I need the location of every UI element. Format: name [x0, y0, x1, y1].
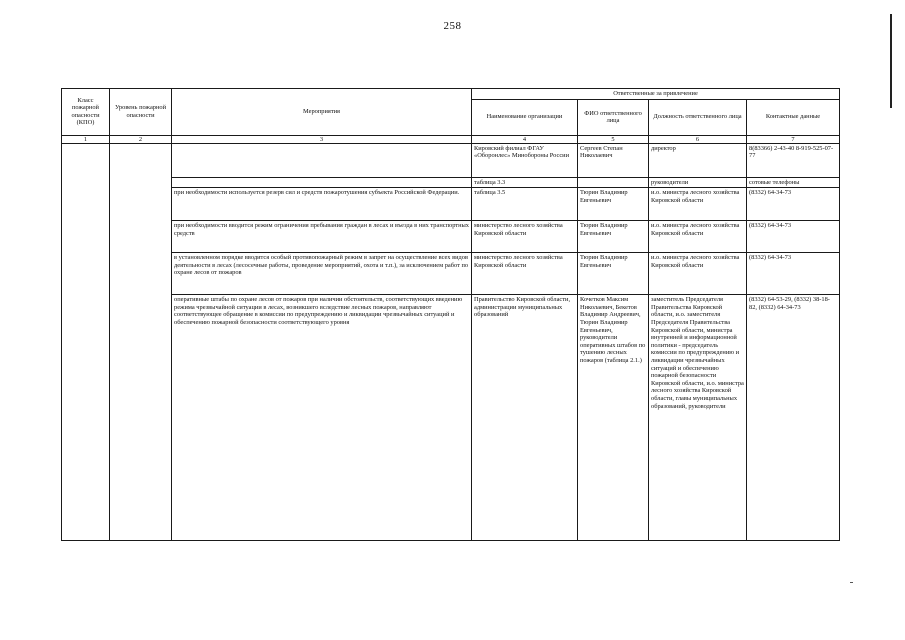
- column-number: 1: [62, 135, 110, 143]
- column-number: 4: [472, 135, 578, 143]
- header-org: Наименование организации: [472, 99, 578, 135]
- measure-cell: [172, 177, 472, 188]
- header-responsible-group: Ответственные за привлечение: [472, 89, 840, 100]
- fio-cell: [578, 177, 649, 188]
- org-cell: министерство лесного хозяйства Кировской области: [472, 253, 578, 295]
- column-number-row: [62, 135, 840, 143]
- contacts-cell: сотовые телефоны: [747, 177, 840, 188]
- org-cell: Кировский филиал ФГАУ «Оборонлес» Минобороны России: [472, 143, 578, 177]
- fio-cell: Сергеев Степан Николаевич: [578, 143, 649, 177]
- contacts-cell: (8332) 64-34-73: [747, 253, 840, 295]
- responsibility-table: [61, 88, 840, 541]
- table-row: [62, 188, 840, 221]
- position-cell: руководители: [649, 177, 747, 188]
- header-class: Класс пожарной опасности (КПО): [62, 89, 110, 136]
- contacts-cell: (8332) 64-34-73: [747, 188, 840, 221]
- org-cell: министерство лесного хозяйства Кировской области: [472, 221, 578, 253]
- scan-speck: [850, 582, 853, 583]
- org-cell: таблица 3.3: [472, 177, 578, 188]
- position-cell: директор: [649, 143, 747, 177]
- table-row: [62, 221, 840, 253]
- fio-cell: Тюрин Владимир Евгеньевич: [578, 188, 649, 221]
- table-row: [62, 253, 840, 295]
- binding-edge-line: [890, 14, 892, 108]
- table-row: [62, 143, 840, 177]
- header-level: Уровень пожарной опасности: [110, 89, 172, 136]
- measure-cell: [172, 143, 472, 177]
- column-number: 5: [578, 135, 649, 143]
- measure-cell: при необходимости вводится режим ограничения пребывания граждан в лесах и въезда в них транспортных средств: [172, 221, 472, 253]
- contacts-cell: 8(83366) 2-43-40 8-919-525-07-77: [747, 143, 840, 177]
- column-number: 2: [110, 135, 172, 143]
- org-cell: таблица 3.5: [472, 188, 578, 221]
- measure-cell: при необходимости используется резерв сил и средств пожаротушения субъекта Российской Федерации.: [172, 188, 472, 221]
- column-number: 3: [172, 135, 472, 143]
- contacts-cell: (8332) 64-53-29, (8332) 38-18-82, (8332) 64-34-73: [747, 295, 840, 541]
- header-contacts: Контактные данные: [747, 99, 840, 135]
- org-cell: Правительство Кировской области, администрации муниципальных образований: [472, 295, 578, 541]
- fio-cell: Кочетков Максим Николаевич, Бекетов Владимир Андреевич, Тюрин Владимир Евгеньевич, руководители оперативных штабов по тушению лесных пожаров (таблица 2.1.): [578, 295, 649, 541]
- position-cell: и.о. министра лесного хозяйства Кировской области: [649, 253, 747, 295]
- measure-cell: оперативные штабы по охране лесов от пожаров при наличии обстоятельств, соответствующих введению режима чрезвычайной ситуации в лесах, возникшего вследствие лесных пожаров, направляют соответствующее обращение в комиссии по предупреждению и ликвидации чрезвычайных ситуаций и обеспечению пожарной безопасности соответствующего уровня: [172, 295, 472, 541]
- class-cell: [62, 143, 110, 541]
- measure-cell: в установленном порядке вводится особый противопожарный режим в запрет на осуществление всех видов деятельности в лесах (лесосечные работы, проведение мероприятий, охота и т.п.), за исключением работ по охране лесов от пожаров: [172, 253, 472, 295]
- page-number: 258: [443, 20, 462, 32]
- position-cell: и.о. министра лесного хозяйства Кировской области: [649, 221, 747, 253]
- fio-cell: Тюрин Владимир Евгеньевич: [578, 253, 649, 295]
- header-position: Должность ответственного лица: [649, 99, 747, 135]
- column-number: 6: [649, 135, 747, 143]
- position-cell: заместитель Председателя Правительства Кировской области, и.о. заместителя Председателя Правительства Кировской области, министра внутренней и информационной политики - председатель комиссии по предупреждению и ликвидации чрезвычайных ситуаций и обеспечению пожарной безопасности Кировской области, и.о. министра лесного хозяйства Кировской области, главы муниципальных образований, руководители: [649, 295, 747, 541]
- table-row: [62, 295, 840, 541]
- level-cell: [110, 143, 172, 541]
- contacts-cell: (8332) 64-34-73: [747, 221, 840, 253]
- table-row: [62, 177, 840, 188]
- fio-cell: Тюрин Владимир Евгеньевич: [578, 221, 649, 253]
- header-measures: Мероприятия: [172, 89, 472, 136]
- header-fio: ФИО ответственного лица: [578, 99, 649, 135]
- column-number: 7: [747, 135, 840, 143]
- position-cell: и.о. министра лесного хозяйства Кировской области: [649, 188, 747, 221]
